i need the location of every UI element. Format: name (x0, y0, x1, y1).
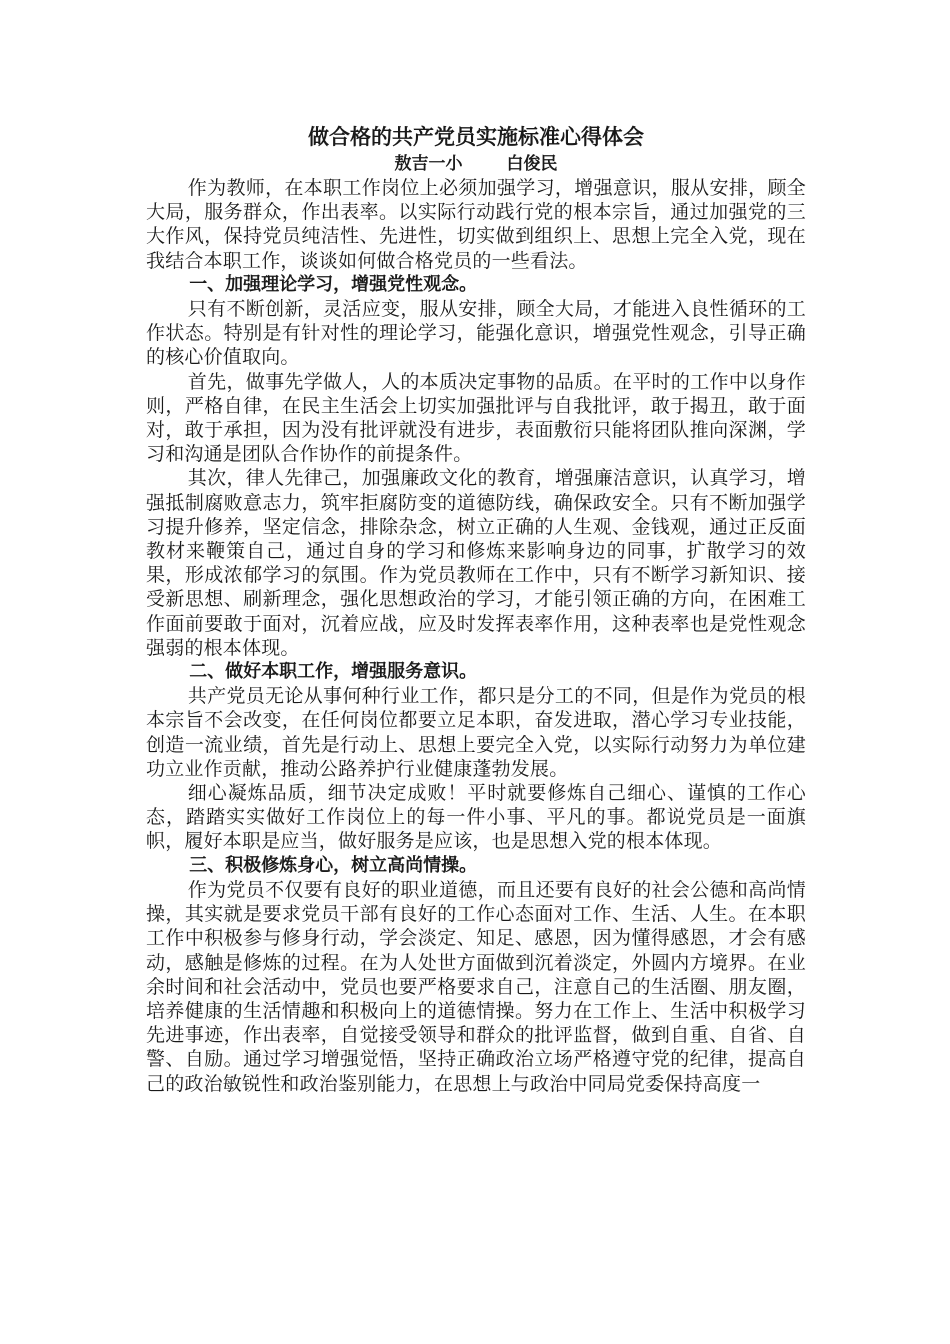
section-1-paragraph-3: 其次，律人先律己，加强廉政文化的教育，增强廉洁意识，认真学习，增强抵制腐败意志力，筑牢拒腐防变的道德防线，确保政安全。只有不断加强学习提升修养，坚定信念，排除杂念，树立正确的人生观、金钱观，通过正反面教材来鞭策自己，通过自身的学习和修炼来影响身边的同事，扩散学习的效果，形成浓郁学习的氛围。作为党员教师在工作中，只有不断学习新知识、接受新思想、刷新理念，强化思想政治的学习，才能引领正确的方向，在困难工作面前要敢于面对，沉着应战，应及时发挥表率作用，这种表率也是党性观念强弱的根本体现。 (146, 467, 806, 659)
section-2-paragraph-2: 细心凝炼品质，细节决定成败！平时就要修炼自己细心、谨慎的工作心态，踏踏实实做好工作岗位上的每一件小事、平凡的事。都说党员是一面旗帜，履好本职是应当，做好服务是应该，也是思想入党的根本体现。 (146, 782, 806, 853)
section-heading-3: 三、积极修炼身心，树立高尚情操。 (189, 854, 478, 876)
section-heading-1: 一、加强理论学习，增强党性观念。 (189, 273, 478, 295)
intro-paragraph: 作为教师，在本职工作岗位上必须加强学习，增强意识，服从安排，顾全大局，服务群众，作出表率。以实际行动践行党的根本宗旨，通过加强党的三大作风，保持党员纯洁性、先进性，切实做到组织上、思想上完全入党，现在我结合本职工作，谈谈如何做合格党员的一些看法。 (146, 177, 806, 272)
author-name: 白俊民 (506, 154, 558, 174)
document-title: 做合格的共产党员实施标准心得体会 (308, 125, 644, 149)
author-school: 敖吉一小 (394, 154, 463, 174)
section-1-paragraph-2: 首先，做事先学做人，人的本质决定事物的品质。在平时的工作中以身作则，严格自律，在民主生活会上切实加强批评与自我批评，敢于揭丑，敢于面对，敢于承担，因为没有批评就没有进步，表面敷衍只能将团队推向深渊，学习和沟通是团队合作协作的前提条件。 (146, 370, 806, 466)
document-content (146, 122, 806, 1096)
section-2-paragraph-1: 共产党员无论从事何种行业工作，都只是分工的不同，但是作为党员的根本宗旨不会改变，在任何岗位都要立足本职，奋发进取，潜心学习专业技能，创造一流业绩，首先是行动上、思想上要完全入党，以实际行动努力为单位建功立业作贡献，推动公路养护行业健康蓬勃发展。 (146, 685, 806, 780)
author-line (146, 152, 806, 176)
section-heading-2: 二、做好本职工作，增强服务意识。 (189, 661, 478, 683)
section-3-paragraph-1: 作为党员不仅要有良好的职业道德，而且还要有良好的社会公德和高尚情操，其实就是要求党员干部有良好的工作心态面对工作、生活、人生。在本职工作中积极参与修身行动，学会淡定、知足、感恩，因为懂得感恩，才会有感动，感触是修炼的过程。在为人处世方面做到沉着淡定，外圆内方境界。在业余时间和社会活动中，党员也要严格要求自己，注意自己的生活圈、朋友圈，培养健康的生活情趣和积极向上的道德情操。努力在工作上、生活中积极学习先进事迹，作出表率，自觉接受领导和群众的批评监督，做到自重、自省、自警、自励。通过学习增强觉悟，坚持正确政治立场严格遵守党的纪律，提高自己的政治敏锐性和政治鉴别能力，在思想上与政治中同局党委保持高度一 (146, 878, 806, 1095)
section-1-paragraph-1: 只有不断创新，灵活应变，服从安排，顾全大局，才能进入良性循环的工作状态。特别是有针对性的理论学习，能强化意识，增强党性观念，引导正确的核心价值取向。 (146, 298, 806, 369)
